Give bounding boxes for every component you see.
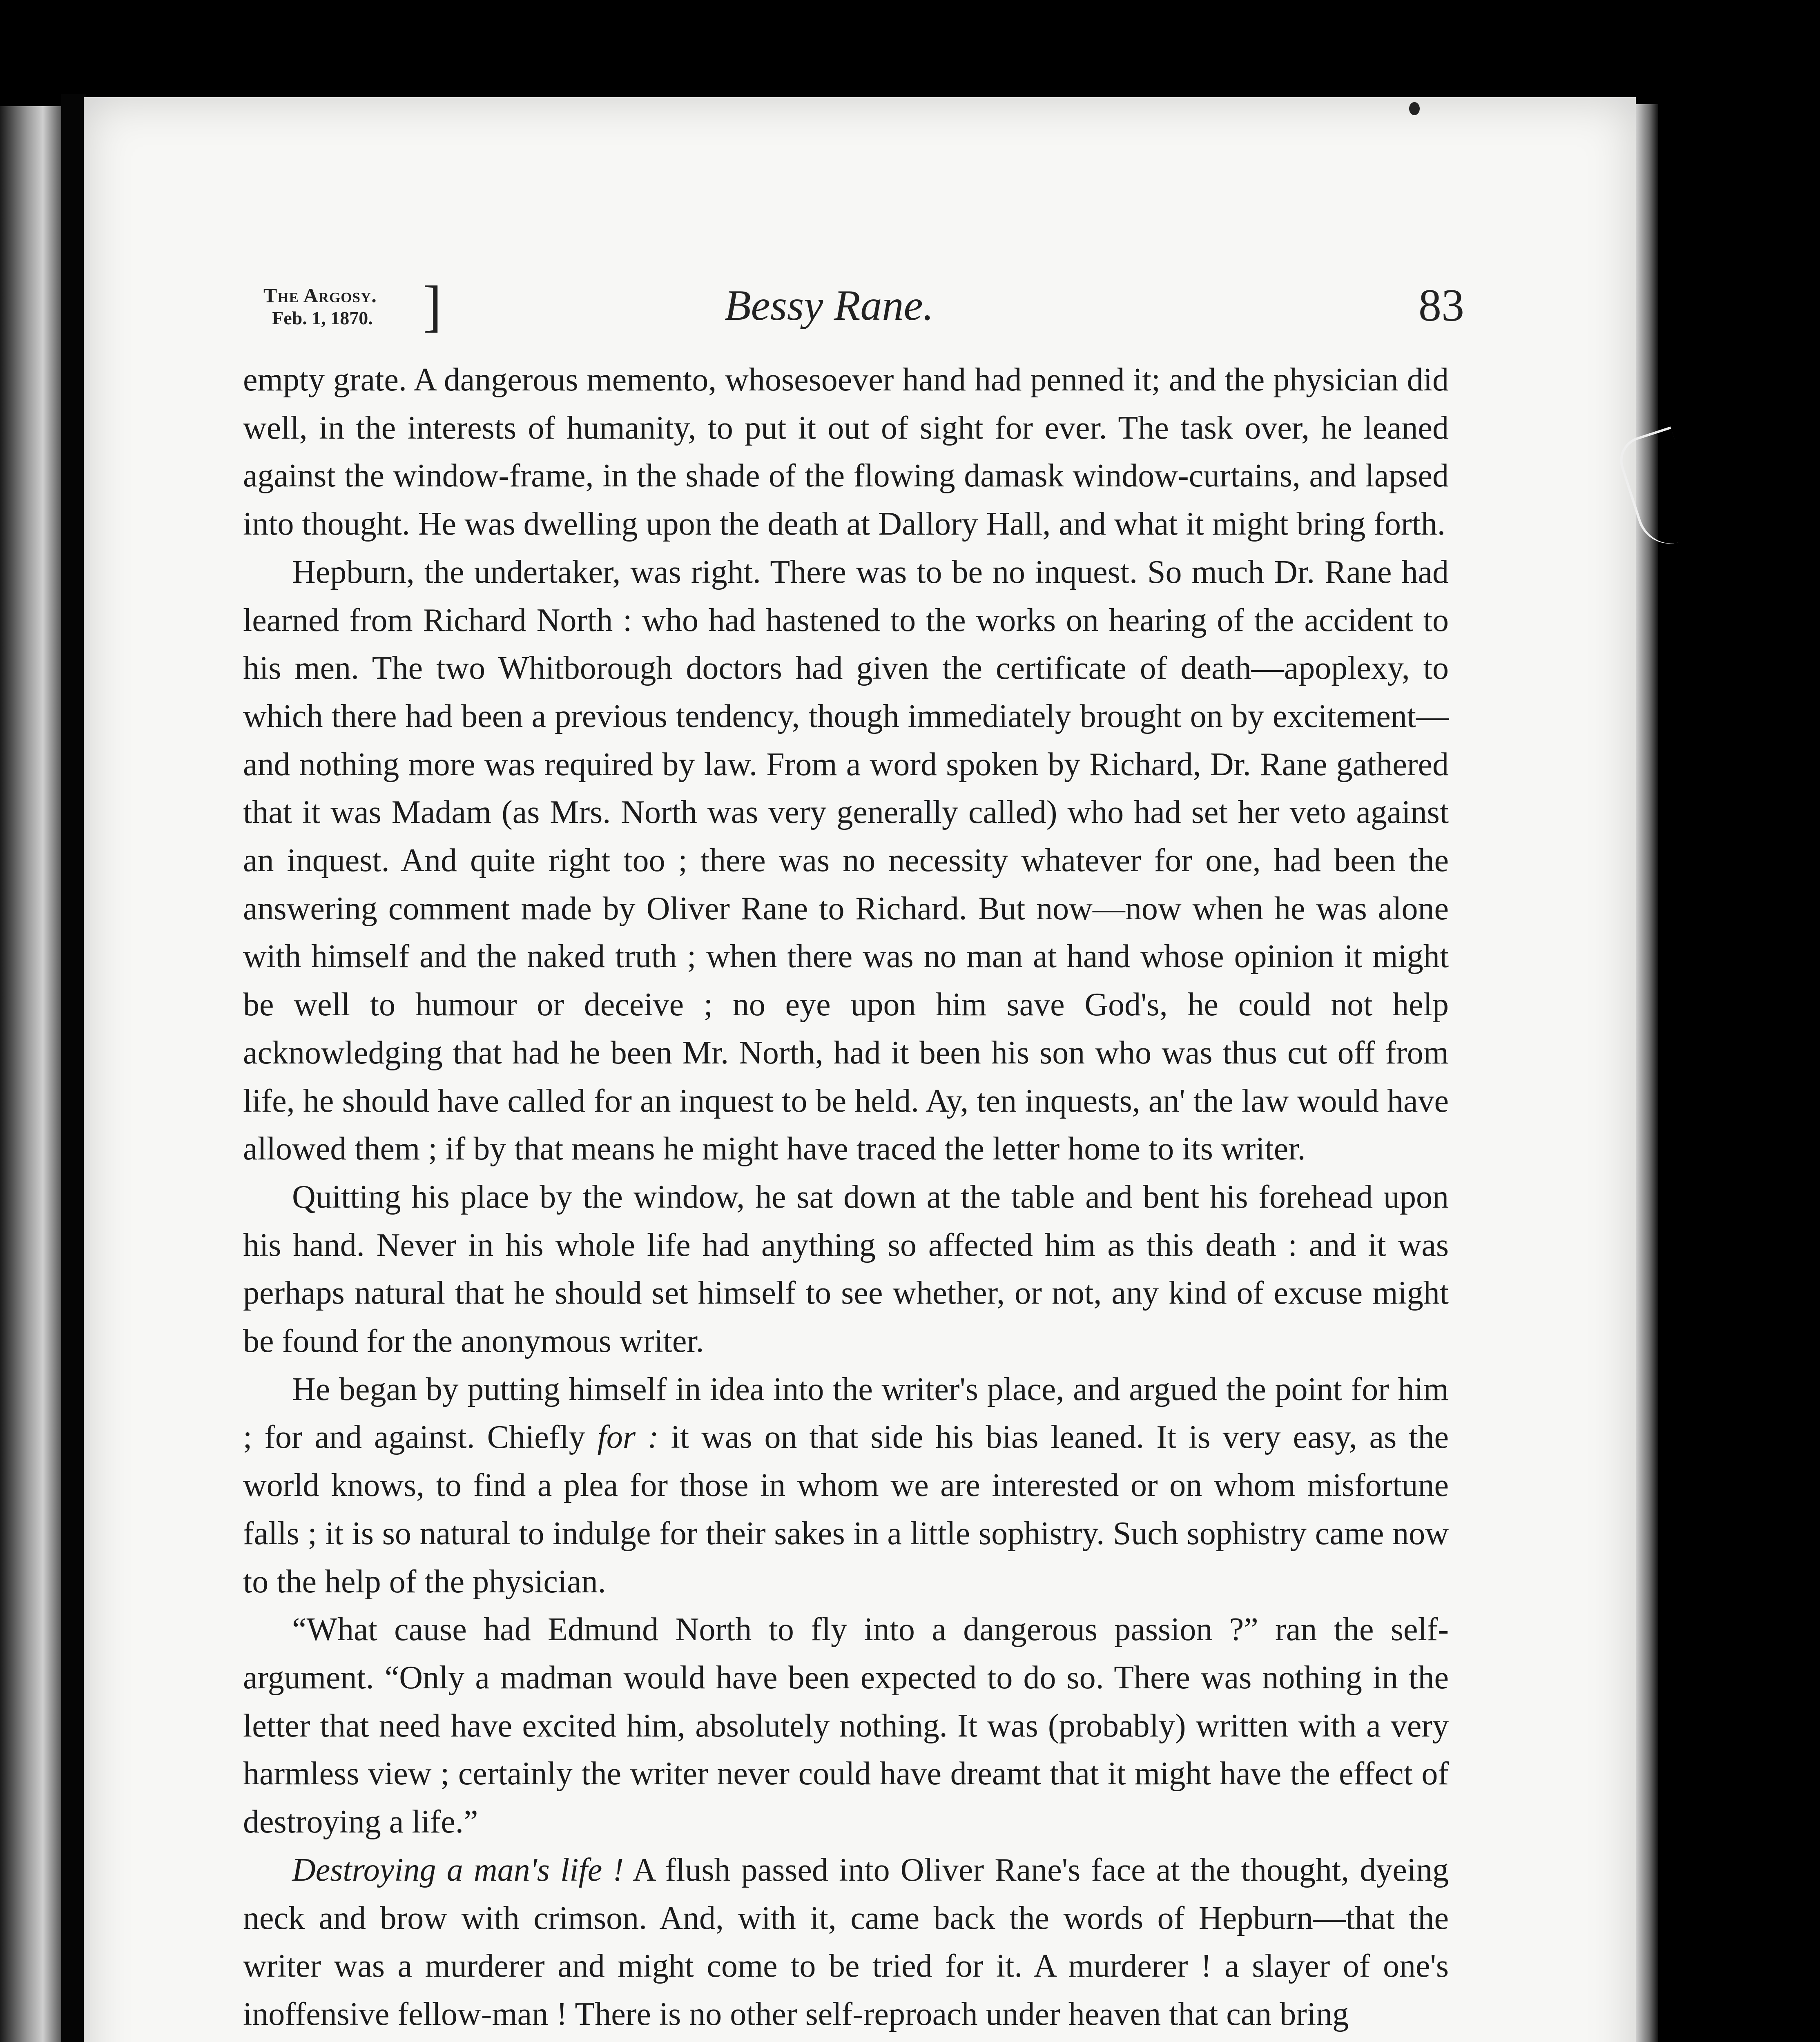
italic-text-run: Destroying a man's life !	[292, 1852, 624, 1888]
paragraph	[243, 1846, 1449, 2039]
text-run: A flush passed into Oliver Rane's face at the thought, dyeing neck and brow with crimson. And, with it, came back the words of Hepburn—that the writer was a murderer and might come to be tried for it. A murderer ! a slayer of one's inoffensive fellow-man ! There is no other self-reproach under heaven that can bring	[243, 1852, 1449, 2032]
ink-spot	[1409, 102, 1420, 115]
text-run: empty grate. A dangerous memento, whosesoever hand had penned it; and the physician did well, in the interests of humanity, to put it out of sight for ever. The task over, he leaned against the window-frame, in the shade of the flowing damask window-curtains, and lapsed into thought. He was dwelling upon the death at Dallory Hall, and what it might bring forth.	[243, 362, 1449, 542]
italic-text-run: for :	[597, 1419, 659, 1456]
body-text	[243, 356, 1449, 2039]
text-run: Hepburn, the undertaker, was right. There was to be no inquest. So much Dr. Rane had learned from Richard North : who had hastened to the works on hearing of the accident to his men. The two Whitborough doctors had given the certificate of death—apoplexy, to which there had been a previous tendency, though immediately brought on by excitement—and nothing more was required by law. From a word spoken by Richard, Dr. Rane gathered that it was Madam (as Mrs. North was very generally called) who had set her veto against an inquest. And quite right too ; there was no necessity whatever for one, had been the answering comment made by Oliver Rane to Richard. But now—now when he was alone with himself and the naked truth ; when there was no man at hand whose opinion it might be well to humour or deceive ; no eye upon him save God's, he could not help acknowledging that had he been Mr. North, had it been his son who was thus cut off from life, he should have called for an inquest to be held. Ay, ten inquests, an' the law would have allowed them ; if by that means he might have traced the letter home to its writer.	[243, 554, 1449, 1167]
text-run: Quitting his place by the window, he sat down at the table and bent his forehead upon his hand. Never in his whole life had anything so affected him as this death : and it was perhaps natural that he should set himself to see whether, or not, any kind of excuse might be found for the anonymous writer.	[243, 1179, 1449, 1360]
paragraph	[243, 356, 1449, 548]
running-title: Bessy Rane.	[724, 281, 934, 329]
page-number: 83	[1419, 280, 1464, 331]
text-run: it was on that side his bias leaned. It is very easy, as the world knows, to find a plea for those in whom we are interested or on whom misfortune falls ; it is so natural to indulge for their sakes in a little sophistry. Such sophistry came now to the help of the physician.	[243, 1419, 1449, 1600]
paragraph	[243, 1173, 1449, 1366]
facing-page-edge	[0, 106, 61, 2042]
paragraph	[243, 548, 1449, 1173]
issue-date: Feb. 1, 1870.	[272, 308, 373, 328]
text-run: He began by putting himself in idea into the writer's place, and argued the point for him ; for and against. Chiefly	[243, 1371, 1449, 1456]
magazine-name: The Argosy.	[263, 284, 377, 307]
text-run: “What cause had Edmund North to fly into a dangerous passion ?” ran the self-argument. “Only a madman would have been expected to do so. There was nothing in the letter that need have excited him, absolutely nothing. It was (probably) written with a very harmless view ; certainly the writer never could have dreamt that it might have the effect of destroying a life.”	[243, 1612, 1449, 1840]
page-edge-shadow	[1636, 104, 1658, 2042]
paragraph	[243, 1606, 1449, 1846]
paragraph	[243, 1366, 1449, 1606]
book-gutter	[61, 94, 86, 2042]
citation-bracket: ]	[423, 274, 442, 338]
running-header	[178, 261, 1464, 343]
